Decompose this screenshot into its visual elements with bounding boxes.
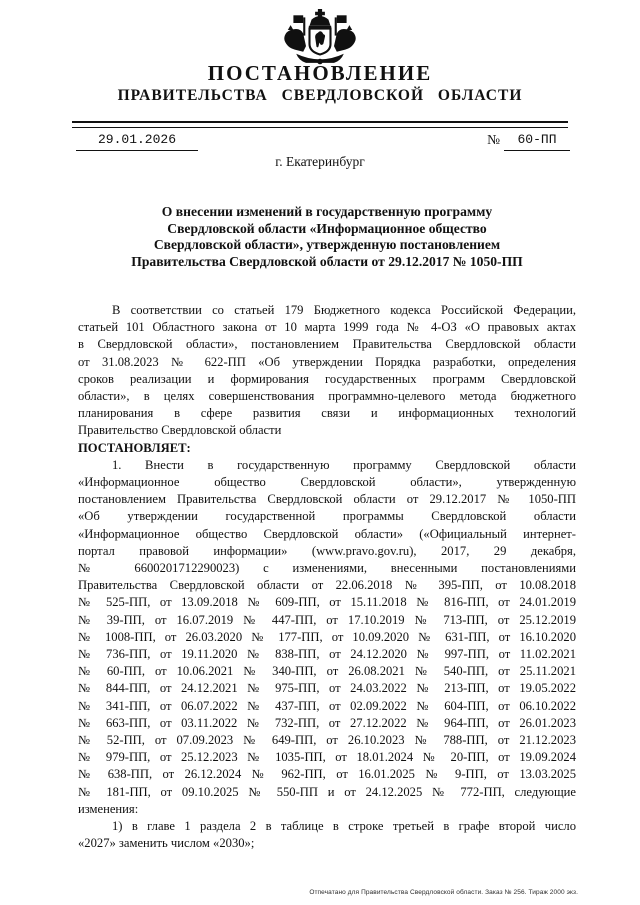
text-line: № 181-ПП, от 09.10.2025 № 550-ПП и от 24.12.2025 № 772-ПП, следующие [78,784,576,799]
text-line: Правительство Свердловской области [78,423,282,438]
text-line: Правительства Свердловской области от 29.12.2017 № 1050-ПП [131,253,523,269]
text-line: области», в целях совершенствования программно-целевого метода бюджетного [78,389,576,404]
resolves-line: ПОСТАНОВЛЯЕТ: [78,440,191,455]
text-line: «2027» заменить числом «2030»; [78,836,255,851]
header-divider-rule [72,121,568,128]
text-line: планирования в сфере развития связи и информационных технологий [78,406,576,421]
text-line: «Об утверждении государственной программы Свердловской области [78,509,576,524]
text-line: № 52-ПП, от 07.09.2023 № 649-ПП, от 26.10.2023 № 788-ПП, от 21.12.2023 [78,733,576,748]
date-field: 29.01.2026 [76,132,198,151]
text-line: портал правовой информации» (www.pravo.gov.ru), 2017, 29 декабря, [78,543,576,558]
text-line: № 736-ПП, от 19.11.2020 № 838-ПП, от 24.12.2020 № 997-ПП, от 11.02.2021 [78,647,576,662]
text-line: В соответствии со статьей 179 Бюджетного кодекса Российской Федерации, [112,303,576,317]
text-line: № 844-ПП, от 24.12.2021 № 975-ПП, от 24.03.2022 № 213-ПП, от 19.05.2022 [78,681,576,696]
number-field: 60-ПП [504,132,570,151]
text-line: № 638-ПП, от 26.12.2024 № 962-ПП, от 16.01.2025 № 9-ПП, от 13.03.2025 [78,767,576,782]
text-line: статьей 101 Областного закона от 10 марта 1999 года № 4-ОЗ «О правовых актах [78,320,576,335]
text-line: от 31.08.2023 № 622-ПП «Об утверждении Порядка разработки, определения [78,354,576,369]
text-line: изменения: [78,801,139,816]
text-line: в Свердловской области», постановлением Правительства Свердловской области [78,337,576,352]
text-line: № 525-ПП, от 13.09.2018 № 609-ПП, от 15.11.2018 № 816-ПП, от 24.01.2019 [78,595,576,610]
item-1-paragraph [78,457,576,818]
text-line: Свердловской области», утвержденную постановлением [153,237,501,253]
text-line: Свердловской области «Информационное общество [167,220,487,236]
print-imprint: Отпечатано для Правительства Свердловской области. Заказ № 256. Тираж 2000 экз. [309,889,578,896]
text-line: Правительства Свердловской области от 22.06.2018 № 395-ПП, от 10.08.2018 [78,578,576,593]
subitem-1-paragraph [78,818,576,852]
text-line: № 60-ПП, от 10.06.2021 № 340-ПП, от 26.08.2021 № 540-ПП, от 25.11.2021 [78,664,576,679]
preamble-paragraph [78,302,576,440]
text-line: постановлением Правительства Свердловской области от 29.12.2017 № 1050-ПП [78,492,576,507]
text-line: № 979-ПП, от 25.12.2023 № 1035-ПП, от 18.01.2024 № 20-ПП, от 19.09.2024 [78,750,576,765]
text-line: № 663-ПП, от 03.11.2022 № 732-ПП, от 27.12.2022 № 964-ПП, от 26.01.2023 [78,715,576,730]
doc-type-heading: ПОСТАНОВЛЕНИЕ [207,61,433,85]
text-line: № 39-ПП, от 16.07.2019 № 447-ПП, от 17.10.2019 № 713-ПП, от 25.12.2019 [78,612,576,627]
text-line: сроков реализации и формирования государственных программ Свердловской [78,371,576,386]
text-line: № 341-ПП, от 06.07.2022 № 437-ПП, от 02.09.2022 № 604-ПП, от 06.10.2022 [78,698,576,713]
text-line: 1) в главе 1 раздела 2 в таблице в строке третьей в графе второй число [112,819,576,834]
coat-of-arms-icon [0,9,640,65]
text-line: № 1008-ПП, от 26.03.2020 № 177-ПП, от 10.09.2020 № 631-ПП, от 16.10.2020 [78,629,576,644]
text-line: 1. Внести в государственную программу Свердловской области [112,457,576,472]
text-line: «Информационное общество Свердловской области», утвержденную [78,475,576,490]
text-line: «Информационное общество Свердловской области» («Официальный интернет- [78,526,576,541]
number-group [487,132,570,151]
text-line: О внесении изменений в государственную программу [161,204,493,219]
city-line: г. Екатеринбург [275,154,365,169]
text-line: № 6600201712290023) с изменениями, внесенными постановлениями [78,561,576,576]
document-body [78,302,576,853]
number-sign: № [487,132,500,147]
authority-heading: ПРАВИТЕЛЬСТВА СВЕРДЛОВСКОЙ ОБЛАСТИ [117,87,523,104]
resolution-title [78,204,576,270]
